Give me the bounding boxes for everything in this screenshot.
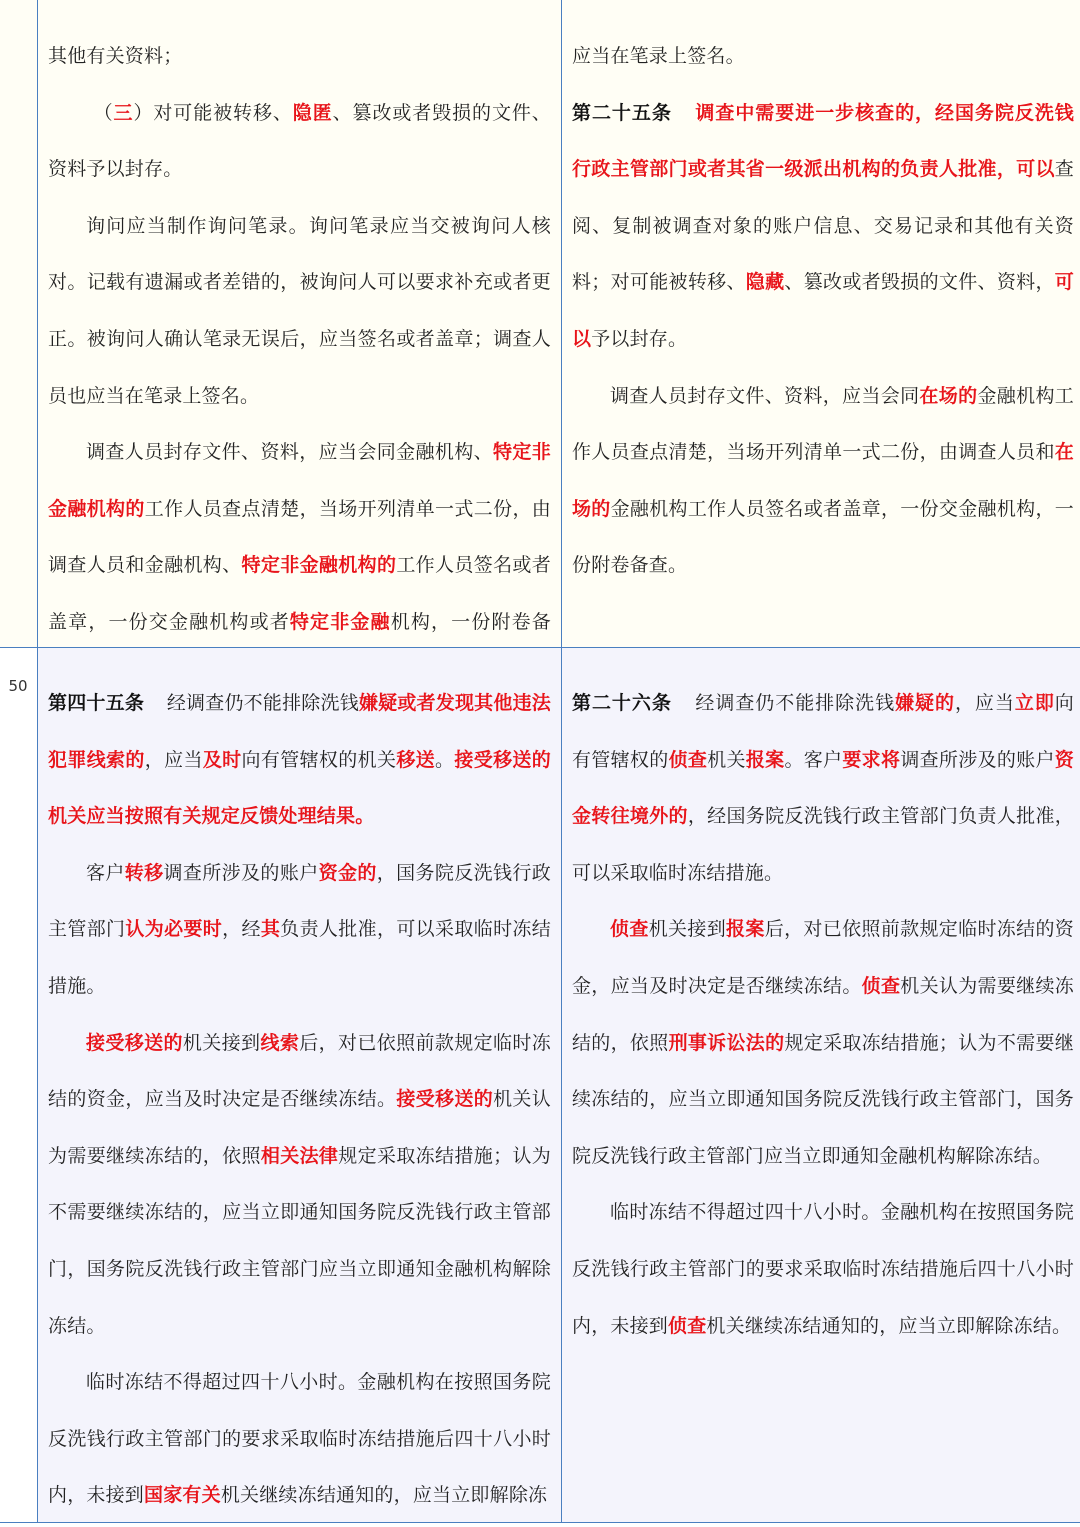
clause-text: 工作人员查点清楚，当场开列清单一式二份，由调查人员和金融机构、	[48, 497, 551, 577]
clause-text: 规定采取冻结措施；认为不需要继续冻结的，应当立即通知国务院反洗钱行政主管部门，国务院反洗钱行政主管部门应当立即通知金融机构解除冻结。	[572, 1031, 1074, 1167]
highlighted-change: 特定非金融机构的	[241, 554, 397, 577]
clause-text: 向有管辖权的机关	[241, 748, 397, 771]
clause-text: ）对可能被转移、	[133, 101, 293, 124]
clause-text: ，经	[222, 918, 261, 941]
clause-text: 询问应当制作询问笔录。询问笔录应当交被询问人核对。记载有遗漏或者差错的，被询问人可以要求补充或者更正。被询问人确认笔录无误后，应当签名或者盖章；调查人员也应当在笔录上签名。	[48, 214, 551, 407]
clause-text: 向有管辖权的	[572, 692, 1074, 771]
highlighted-change: 侦查	[668, 1314, 707, 1337]
highlighted-change: 资金转往境外的	[572, 748, 1074, 828]
clause-text: 其他有关资料；	[48, 45, 183, 67]
clause-text: 机关	[707, 748, 746, 771]
clause-text: 、篡改或者毁损的文件、资料，	[784, 271, 1055, 294]
clause-text: 经调查仍不能排除洗钱	[166, 692, 359, 714]
clause-text: 工作人员签名或者盖章，一份交金融机构或者	[48, 554, 551, 633]
grid-line	[0, 647, 1080, 648]
clause-text: 规定采取冻结措施；认为不需要继续冻结的，应当立即通知国务院反洗钱行政主管部门，国务院反洗钱行政主管部门应当立即通知金融机构解除冻结。	[48, 1144, 551, 1337]
new-law-cell	[561, 647, 1080, 1523]
clause-paragraph	[48, 675, 551, 845]
highlighted-change: 线索	[260, 1031, 300, 1054]
clause-paragraph	[48, 28, 551, 85]
clause-paragraph	[572, 901, 1074, 1184]
highlighted-change: 资金的	[318, 861, 377, 884]
highlighted-change: 嫌疑的	[895, 692, 955, 714]
clause-text: 机关接到	[182, 1031, 261, 1054]
highlighted-change: 三	[113, 101, 134, 124]
clause-text: 。	[435, 748, 455, 771]
old-law-cell	[38, 647, 561, 1523]
clause-paragraph	[48, 198, 551, 424]
clause-paragraph	[48, 1354, 551, 1524]
clause-text: 临时冻结不得超过四十八小时。金融机构在按照国务院反洗钱行政主管部门的要求采取临时冻结措施后四十八小时内，未接到	[48, 1371, 551, 1507]
highlighted-change: 嫌疑或者发现其他违法犯罪线索的	[48, 692, 551, 771]
clause-text: 客户	[86, 861, 125, 884]
grid-line	[561, 0, 562, 1523]
clause-text: 、篡改或者毁损的文件、资料予以封存。	[48, 101, 551, 181]
clause-text: 机关认为需要继续冻结的，依照	[572, 974, 1074, 1054]
highlighted-change: 转移	[124, 861, 164, 884]
clause-paragraph	[572, 1184, 1074, 1354]
highlighted-change: 可以	[572, 271, 1074, 350]
highlighted-change: 移送	[396, 748, 436, 771]
clause-text: 金融机构工作人员签名或者盖章，一份交金融机构，一份附卷备查。	[572, 497, 1074, 577]
clause-text: 调查所涉及的账户	[163, 861, 319, 884]
clause-text: 调查人员封存文件、资料，应当会同金融机构、	[86, 441, 494, 464]
highlighted-change: 在场的	[572, 441, 1074, 520]
clause-paragraph	[48, 1015, 551, 1355]
clause-paragraph	[48, 845, 551, 1015]
table-row	[0, 0, 1080, 647]
row-number: 50	[8, 677, 28, 695]
article-number: 第二十六条	[572, 692, 672, 714]
row-number-cell	[0, 0, 38, 647]
clause-text: 调查人员封存文件、资料，应当会同	[610, 384, 920, 407]
highlighted-change: 国家有关	[144, 1484, 221, 1507]
clause-text: 经调查仍不能排除洗钱	[694, 692, 896, 714]
clause-paragraph	[572, 28, 1074, 85]
highlighted-change: 特定非金融	[289, 610, 391, 633]
clause-paragraph	[572, 85, 1074, 368]
highlighted-change: 报案	[726, 918, 765, 941]
clause-text: 予以封存。	[591, 327, 688, 350]
highlighted-change: 隐匿	[292, 101, 333, 124]
clause-text: 负责人批准，可以采取临时冻结措施。	[48, 918, 551, 997]
highlighted-change: 特定非金融机构的	[48, 441, 551, 520]
highlighted-change: 相关法律	[260, 1144, 339, 1167]
highlighted-change: 报案	[745, 748, 785, 771]
clause-text: 机关认为需要继续冻结的，依照	[48, 1088, 551, 1167]
highlighted-change: 认为必要时	[125, 918, 223, 941]
clause-paragraph	[48, 85, 551, 198]
clause-text: 应当在笔录上签名。	[572, 45, 745, 67]
clause-text: 机关继续冻结通知的，应当立即解除冻结。	[706, 1314, 1072, 1337]
clause-text: ，国务院反洗钱行政主管部门	[48, 861, 551, 941]
grid-line	[37, 0, 38, 1523]
clause-text: 查阅、复制被调查对象的账户信息、交易记录和其他有关资料；对可能被转移、	[572, 158, 1074, 294]
clause-text: （	[93, 101, 114, 124]
highlighted-change: 侦查	[668, 748, 708, 771]
clause-text: 机构，一份附卷备	[390, 610, 551, 633]
highlighted-change: 侦查	[610, 918, 649, 941]
highlighted-change: 调查中需要进一步核查的，经国务院反洗钱行政主管部门或者其省一级派出机构的负责人批准，可以	[572, 101, 1074, 181]
highlighted-change: 刑事诉讼法的	[668, 1031, 785, 1054]
highlighted-change: 隐藏	[745, 271, 785, 294]
highlighted-change: 接受移送的	[396, 1088, 494, 1111]
clause-paragraph	[572, 675, 1074, 901]
clause-text: ，应当	[954, 692, 1015, 714]
highlighted-change: 及时	[202, 748, 242, 771]
clause-text: 临时冻结不得超过四十八小时。金融机构在按照国务院反洗钱行政主管部门的要求采取临时冻结措施后四十八小时内，未接到	[572, 1201, 1074, 1337]
highlighted-change: 侦查	[861, 974, 901, 997]
highlighted-change: 接受移送的机关应当按照有关规定反馈处理结果。	[48, 748, 551, 828]
highlighted-change: 在场的	[919, 384, 978, 407]
clause-text: 。客户	[784, 748, 843, 771]
clause-text: 后，对已依照前款规定临时冻结的资金，应当及时决定是否继续冻结。	[48, 1031, 551, 1111]
clause-text: 机关接到	[648, 918, 727, 941]
clause-text: ，应当	[144, 748, 203, 771]
clause-text: 机关继续冻结通知的，应当立即解除冻	[220, 1484, 548, 1507]
article-number: 第四十五条	[48, 692, 145, 714]
clause-text: 调查所涉及的账户	[900, 748, 1055, 771]
new-law-cell	[561, 0, 1080, 647]
article-number: 第二十五条	[572, 101, 672, 124]
highlighted-change: 其	[260, 918, 281, 941]
grid-line	[0, 1522, 1080, 1523]
table-row	[0, 647, 1080, 1523]
highlighted-change: 接受移送的	[86, 1031, 183, 1054]
old-law-cell	[38, 0, 561, 647]
clause-text: ，经国务院反洗钱行政主管部门负责人批准，可以采取临时冻结措施。	[572, 805, 1074, 884]
highlighted-change: 立即	[1014, 692, 1055, 714]
clause-paragraph	[572, 368, 1074, 594]
row-number-cell	[0, 647, 38, 1523]
clause-text: 金融机构工作人员查点清楚，当场开列清单一式二份，由调查人员和	[572, 384, 1074, 464]
highlighted-change: 要求将	[842, 748, 901, 771]
clause-text: 后，对已依照前款规定临时冻结的资金，应当及时决定是否继续冻结。	[572, 918, 1075, 997]
